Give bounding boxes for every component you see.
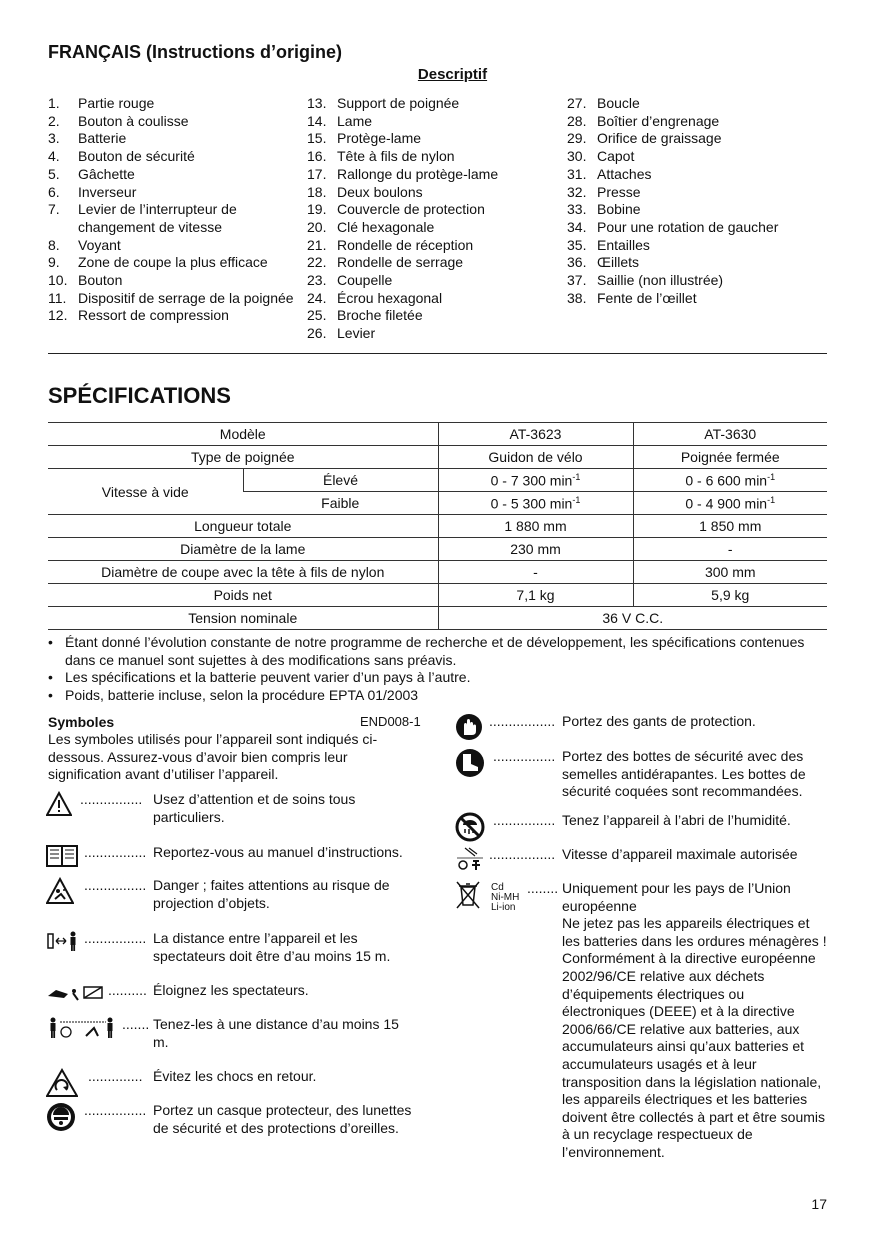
list-item: 5. Gâchette — [48, 165, 135, 182]
symbol-row: ................ Portez des bottes de sécurité avec des semelles antidérapantes. Les bottes de sécurité coquées sont recommandées. — [455, 748, 827, 801]
table-row — [48, 446, 827, 469]
list-item: 13. Support de poignée — [307, 95, 460, 111]
list-item: 34. Pour une rotation de gaucher — [567, 218, 779, 235]
list-item: 6. Inverseur — [48, 183, 137, 200]
max-speed-icon — [455, 846, 489, 877]
blade-b: - — [633, 538, 827, 561]
list-item: 9. Zone de coupe la plus efficace — [48, 254, 268, 271]
high-a: 0 - 7 300 $\min^{-1}$ — [438, 469, 633, 492]
handle-b: Poignée fermée — [633, 446, 827, 469]
handle-a: Guidon de vélo — [438, 446, 633, 469]
list-item: 35. Entailles — [567, 236, 650, 253]
list-item: 19. Couvercle de protection — [307, 201, 485, 218]
table-row — [48, 607, 827, 630]
divider — [48, 353, 827, 354]
cut-a: - — [438, 561, 633, 584]
list-item: 1. Partie rouge — [48, 95, 155, 111]
high-label: Élevé — [243, 469, 438, 492]
voltage-label: Tension nominale — [48, 607, 438, 630]
blade-label: Diamètre de la lame — [48, 538, 438, 561]
list-item: 38. Fente de l’œillet — [567, 289, 697, 306]
protective-gloves-icon — [455, 713, 489, 746]
warning-triangle-icon — [46, 791, 80, 826]
symbol-row: .......... Éloignez les spectateurs. — [46, 982, 416, 1007]
list-item: 25. Broche filetée — [307, 307, 423, 324]
list-item: 11. Dispositif de serrage de la poignée — [48, 289, 294, 306]
list-item: 31. Attaches — [567, 165, 652, 182]
list-item: 8. Voyant — [48, 236, 121, 253]
length-b: 1 850 mm — [633, 515, 827, 538]
table-row — [48, 515, 827, 538]
list-item: 12. Ressort de compression — [48, 307, 229, 324]
list-item: 20. Clé hexagonale — [307, 218, 435, 235]
list-item: 16. Tête à fils de nylon — [307, 148, 455, 165]
list-item: 36. Œillets — [567, 254, 640, 271]
list-item: 15. Protège-lame — [307, 130, 422, 147]
list-item: 17. Rallonge du protège-lame — [307, 165, 499, 182]
list-item: 7. Levier de l’interrupteur de changement de vitesse — [48, 201, 237, 235]
symbol-row: .............. Évitez les chocs en retour. — [46, 1068, 416, 1103]
spec-notes — [48, 634, 827, 704]
kickback-warning-icon — [46, 1068, 88, 1103]
list-item: 2. Bouton à coulisse — [48, 112, 189, 129]
table-row — [48, 469, 827, 492]
low-a: 0 - 5 300 $\min^{-1}$ — [438, 492, 633, 515]
list-item: 14. Lame — [307, 112, 373, 129]
table-row — [48, 538, 827, 561]
parts-column-1 — [48, 95, 298, 325]
keep-bystanders-away-icon — [46, 982, 108, 1007]
list-item: 24. Écrou hexagonal — [307, 289, 443, 306]
high-b: 0 - 6 600 $\min^{-1}$ — [633, 469, 827, 492]
list-item: 27. Boucle — [567, 95, 640, 111]
symbol-row: ................ Tenez l’appareil à l’abri de l’humidité. — [455, 812, 827, 847]
list-item: 37. Saillie (non illustrée) — [567, 272, 724, 289]
symbols-code: END008-1 — [360, 714, 421, 729]
weight-b: 5,9 kg — [633, 584, 827, 607]
fifteen-meter-distance-icon — [46, 1016, 122, 1051]
symbols-intro: Les symboles utilisés pour l’appareil sont indiqués ci-dessous. Assurez-vous d’avoir bien compris leur signification avant d’utiliser l’appareil. — [48, 731, 378, 783]
list-item: 21. Rondelle de réception — [307, 236, 474, 253]
list-item: 3. Batterie — [48, 130, 127, 147]
table-row — [48, 423, 827, 446]
list-item: 22. Rondelle de serrage — [307, 254, 464, 271]
noload-label: Vitesse à vide — [48, 469, 243, 515]
table-row — [48, 561, 827, 584]
list-item: • Les spécifications et la batterie peuvent varier d’un pays à l’autre. — [48, 669, 827, 687]
specifications-table — [48, 422, 827, 630]
symbol-row: ................. Portez des gants de protection. — [455, 713, 827, 746]
list-item: 28. Boîtier d’engrenage — [567, 112, 720, 129]
table-row — [48, 584, 827, 607]
weight-a: 7,1 kg — [438, 584, 633, 607]
specifications-title: SPÉCIFICATIONS — [48, 383, 231, 408]
section-title: Descriptif — [417, 66, 488, 83]
weight-label: Poids net — [48, 584, 438, 607]
symbol-row: ................ Portez un casque protecteur, des lunettes de sécurité et des protections d’oreilles. — [46, 1102, 416, 1137]
list-item: 29. Orifice de graissage — [567, 130, 722, 147]
list-item: 10. Bouton — [48, 272, 123, 289]
model-label: Modèle — [48, 423, 438, 446]
list-item: • Étant donné l’évolution constante de notre programme de recherche et de développement, les spécifications contenues dans ce manuel sont sujettes à des modifications sans préavis. — [48, 634, 827, 669]
safety-boots-icon — [455, 748, 493, 801]
crossed-bin-icon — [455, 880, 491, 1162]
list-item: 30. Capot — [567, 148, 635, 165]
flying-objects-warning-icon — [46, 877, 84, 912]
low-label: Faible — [243, 492, 438, 515]
list-item: 33. Bobine — [567, 201, 641, 218]
symbols-title: Symboles — [48, 714, 115, 730]
list-item: 18. Deux boulons — [307, 183, 423, 200]
battery-types-label: Cd Ni-MH Li-ion — [491, 882, 520, 913]
length-label: Longueur totale — [48, 515, 438, 538]
cut-b: 300 mm — [633, 561, 827, 584]
helmet-goggles-earmuffs-icon — [46, 1102, 84, 1137]
page-number: 17 — [811, 1196, 827, 1212]
parts-column-3 — [567, 95, 827, 307]
handle-label: Type de poignée — [48, 446, 438, 469]
list-item: • Poids, batterie incluse, selon la procédure EPTA 01/2003 — [48, 687, 827, 705]
no-rain-icon — [455, 812, 493, 847]
length-a: 1 880 mm — [438, 515, 633, 538]
voltage-value: 36 V C.C. — [438, 607, 827, 630]
model-b: AT-3630 — [633, 423, 827, 446]
symbol-row: ................ La distance entre l’appareil et les spectateurs doit être d’au moins 15 m. — [46, 930, 416, 965]
symbol-row: ................. Vitesse d’appareil maximale autorisée — [455, 846, 827, 877]
list-item: 26. Levier — [307, 325, 376, 342]
symbol-row: Cd Ni-MH Li-ion ........ Uniquement pour les pays de l’Union européenne Ne jetez pas les appareils électriques et les batteries dans les ordures ménagères ! Conformément à la directive européenne 2002/96/CE relative aux déchets d’équipements électriques ou électroniques (DEEE) et à la directive 2006/66/CE relative aux batteries, aux accumulateurs ainsi qu’aux batteries et accumulateurs usagés et à leur transposition dans la législation nationale, les appareils électriques et les batteries doivent être collectés à part et être soumis à un recyclage respectueux de l’environnement. — [455, 880, 827, 1162]
symbol-row: ................ Usez d’attention et de soins tous particuliers. — [46, 791, 416, 826]
symbol-row: ................ Reportez-vous au manuel d’instructions. — [46, 844, 416, 873]
cut-label: Diamètre de coupe avec la tête à fils de nylon — [48, 561, 438, 584]
low-b: 0 - 4 900 $\min^{-1}$ — [633, 492, 827, 515]
blade-a: 230 mm — [438, 538, 633, 561]
symbol-row: ................ Danger ; faites attentions au risque de projection d’objets. — [46, 877, 416, 912]
list-item: 4. Bouton de sécurité — [48, 148, 195, 165]
distance-bystander-icon — [46, 930, 84, 965]
list-item: 23. Coupelle — [307, 272, 393, 289]
symbol-row: ....... Tenez-les à une distance d’au moins 15 m. — [46, 1016, 416, 1051]
list-item: 32. Presse — [567, 183, 641, 200]
language-title: FRANÇAIS (Instructions d’origine) — [48, 42, 342, 62]
manual-book-icon — [46, 844, 84, 873]
model-a: AT-3623 — [438, 423, 633, 446]
parts-column-2 — [307, 95, 567, 343]
